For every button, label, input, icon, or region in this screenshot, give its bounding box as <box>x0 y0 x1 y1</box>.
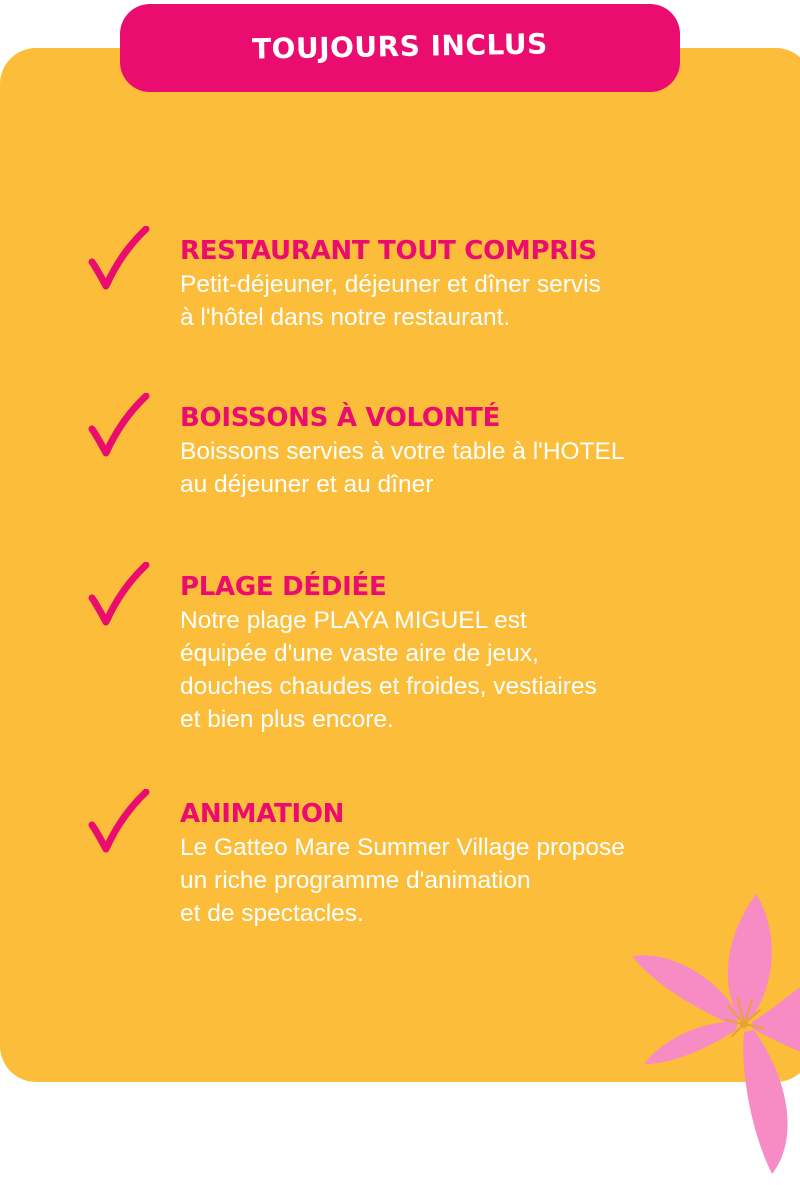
item-description: Boissons servies à votre table à l'HOTEL au déjeuner et au dîner <box>180 438 625 498</box>
header-banner <box>120 4 680 92</box>
item-description: Notre plage PLAYA MIGUEL est équipée d'une vaste aire de jeux, douches chaudes et froides, vestiaires et bien plus encore. <box>180 607 597 733</box>
checkmark-icon <box>88 789 152 857</box>
item-description: Petit-déjeuner, déjeuner et dîner servis à l'hôtel dans notre restaurant. <box>180 271 601 331</box>
flower-icon <box>628 888 800 1178</box>
checkmark-icon <box>88 226 152 294</box>
checkmark-icon <box>88 393 152 461</box>
page-title: TOUJOURS INCLUS <box>251 26 549 66</box>
checkmark-icon <box>88 562 152 630</box>
item-title: BOISSONS À VOLONTÉ <box>180 403 501 433</box>
item-description: Le Gatteo Mare Summer Village propose un riche programme d'animation et de spectacles. <box>180 834 625 927</box>
item-title: ANIMATION <box>180 799 345 829</box>
item-title: PLAGE DÉDIÉE <box>180 572 387 602</box>
item-title: RESTAURANT TOUT COMPRIS <box>180 236 597 266</box>
